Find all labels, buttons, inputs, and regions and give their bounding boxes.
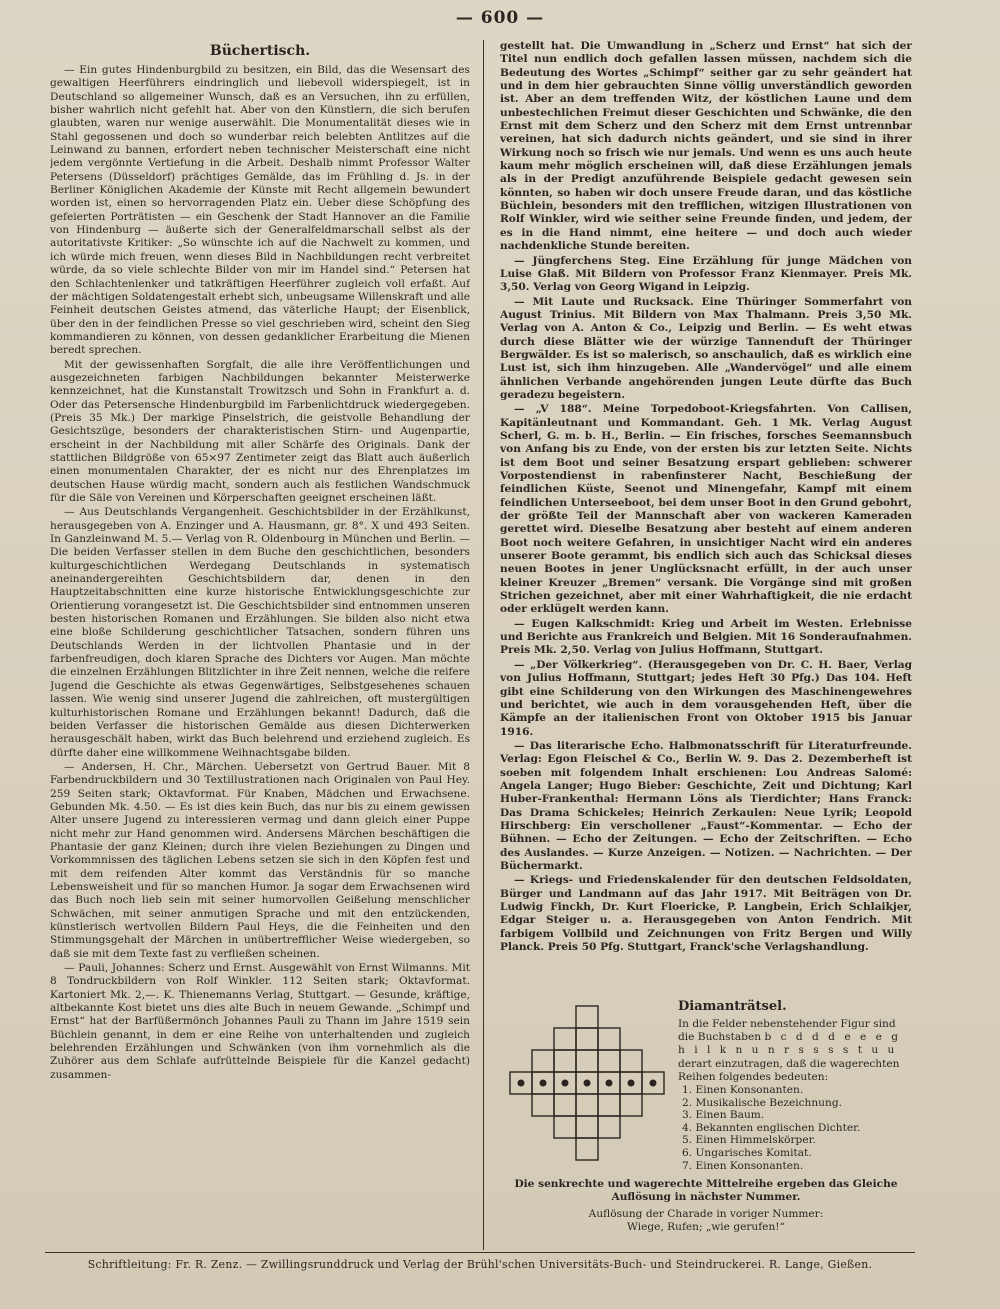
imprint-footer: Schriftleitung: Fr. R. Zenz. — Zwillingsrunddruck und Verlag der Brühl'schen Universitäts-Buch- und Steindruckerei. R. Lange, Gießen.	[87, 1258, 873, 1271]
article-voelkerkrieg: — „Der Völkerkrieg“. (Herausgegeben von Dr. C. H. Baer, Verlag von Julius Hoffmann, Stuttgart; jedes Heft 30 Pfg.) Das 104. Heft gibt eine Schilderung von den Wirkungen des Maschinengewehres und berichtet, wie auch in dem vorausgehenden Heft, über die Kämpfe an der italienischen Front von Oktober 1915 bis Januar 1916.	[500, 658, 912, 738]
solution-text: Wiege, Rufen; „wie gerufen!“	[627, 1221, 785, 1234]
puzzle-clue: 3. Einen Baum.	[682, 1109, 765, 1122]
article-literarisches-echo: — Das literarische Echo. Halbmonatsschrift für Literaturfreunde. Verlag: Egon Fleischel & Co., Berlin W. 9. Das 2. Dezemberheft ist soeben mit folgendem Inhalt erschienen: Lou Andreas Salomé: Angela Langer; Hugo Bieber: Geschichte, Zeit und Dichtung; Karl Huber-Frankenthal: Hermann Löns als Tierdichter; Hans Franck: Das Drama Schickeles; Heinrich Zerkaulen: Neue Lyrik; Leopold Hirschberg: Ein verschollener „Faust“-Kommentar. — Echo der Bühnen. — Echo der Zeitungen. — Echo der Zeitschriften. — Echo des Auslandes. — Kurze Anzeigen. — Notizen. — Nachrichten. — Der Büchermarkt.	[500, 739, 912, 872]
grid-dot	[562, 1080, 569, 1087]
puzzle-letters: b c d d d e e e g h i l k n u n r s s s s t u u	[678, 1031, 902, 1057]
grid-cell	[620, 1050, 642, 1072]
left-column	[50, 40, 470, 1240]
puzzle-title: Diamanträtsel.	[678, 999, 787, 1014]
puzzle-clue: 1. Einen Konsonanten.	[682, 1084, 804, 1096]
footer-rule	[45, 1252, 915, 1253]
diamond-puzzle	[500, 1000, 912, 1245]
article-hindenburg: — Ein gutes Hindenburgbild zu besitzen, ein Bild, das die Wesensart des gewaltigen Heerführers eindringlich und liebevoll widerspiegelt, ist in Deutschland so allgemeiner Wunsch, daß es an Versuchen, ihn zu erfüllen, bisher wahrlich nicht gefehlt hat. Aber von den Künstlern, die sich berufen glaubten, waren nur wenige auserwählt. Die Monumentalität dieses wie in Stahl gegossenen und doch so wunderbar reich belebten Antlitzes auf die Leinwand zu bannen, erfordert neben technischer Meisterschaft eine nicht jedem vergönnte Vertiefung in die Arbeit. Deshalb nimmt Professor Walter Petersens (Düsseldorf) prächtiges Gemälde, das im Frühling d. Js. in der Berliner Königlichen Akademie der Künste mit Recht allgemein bewundert worden ist, einen so hervorragenden Platz ein. Ueber diese Schöpfung des gefeierten Porträtisten — ein Geschenk der Stadt Hannover an die Familie von Hindenburg — äußerte sich der Generalfeldmarschall selbst als der autoritativste Kritiker: „So wünschte ich auf die Nachwelt zu kommen, und ich würde mich freuen, wenn dieses Bild in Nachbildungen recht verbreitet würde, da so viele schlechte Bilder von mir im Handel sind.“ Petersen hat den Schlachtenlenker und tatkräftigen Heerführer zugleich voll erfaßt. Auf der mächtigen Soldatengestalt erhebt sich, unbeugsame Willenskraft und alle Feinheit deutschen Geistes atmend, das väterliche Haupt; der Eisenblick, über den in der feindlichen Presse so viel geschrieben wird, scheint den Sieg kommandieren zu können, von dessen gedanklicher Erarbeitung die Mienen beredt sprechen.	[50, 64, 470, 357]
puzzle-clue: 4. Bekannten englischen Dichter.	[682, 1121, 861, 1134]
grid-dot	[518, 1080, 525, 1087]
diamond-grid	[502, 1000, 672, 1170]
article-v188: — „V 188“. Meine Torpedoboot-Kriegsfahrten. Von Callisen, Kapitänleutnant und Kommandant. Geh. 1 Mk. Verlag August Scherl, G. m. b. H., Berlin. — Ein frisches, forsches Seemannsbuch von Anfang bis zu Ende, von der ersten bis zur letzten Seite. Nichts ist dem Boot und seiner Besatzung erspart geblieben: schwerer Vorpostendienst in rabenfinsterer Nacht, Beschießung der feindlichen Küste, Seenot und Minengefahr, Kampf mit einem feindlichen Unterseeboot, bei dem unser Boot in den Grund gebohrt, der größte Teil der Mannschaft aber von wackeren Kameraden gerettet wird. Dieselbe Besatzung aber besteht auf einem anderen Boot noch weitere Gefahren, in unsichtiger Nacht wird ein anderes unserer Boote gerammt, bis endlich sich auch das Schicksal dieses neuen Bootes in jener Unglücksnacht erfüllt, in der auch unser kleiner Kreuzer „Bremen“ versank. Die Vorgänge sind mit großen Strichen gezeichnet, aber mit einer Wahrhaftigkeit, die nie erdacht oder erklügelt werden kann.	[500, 403, 912, 616]
grid-cell	[598, 1050, 620, 1072]
puzzle-clue: 5. Einen Himmelskörper.	[682, 1134, 816, 1147]
grid-cell	[554, 1094, 576, 1116]
grid-cell	[554, 1050, 576, 1072]
grid-cell	[554, 1028, 576, 1050]
grid-cell	[598, 1116, 620, 1138]
puzzle-clue: 2. Musikalische Bezeichnung.	[682, 1096, 842, 1109]
column-divider	[483, 40, 484, 1250]
puzzle-intro-rest: derart einzutragen, daß die wagerechten Reihen folgendes bedeuten:	[678, 1057, 900, 1083]
article-deutschlands-vergangenheit: — Aus Deutschlands Vergangenheit. Geschichtsbilder in der Erzählkunst, herausgegeben von A. Enzinger und A. Hausmann, gr. 8°. X und 493 Seiten. In Ganzleinwand M. 5.— Verlag von R. Oldenbourg in München und Berlin. — Die beiden Verfasser stellen in dem Buche den geschichtlichen, besonders kulturgeschichtlichen Werdegang Deutschlands in systematisch aneinandergereihten Geschichtsbildern dar, denen in den Hauptzeitabschnitten eine kurze historische Entwicklungsgeschichte zur Orientierung vorangesetzt ist. Die Geschichtsbilder sind entnommen unseren besten historischen Romanen und Erzählungen. Sie bilden also nicht etwa eine bloße Schilderung geschichtlicher Tatsachen, sondern führen uns Deutschlands Werden in der lichtvollen Phantasie und in der farbenfreudigen, doch klaren Sprache des Dichters vor Augen. Man möchte die einzelnen Erzählungen Blitzlichter in ihre Zeit nennen, welche die reifere Jugend die Geschichte als etwas Gegenwärtiges, Selbstgesehenes schauen lassen. Wie wenig sind unserer Jugend die zahlreichen, oft mustergültigen kulturhistorischen Romane und Erzählungen bekannt! Dadurch, daß die beiden Verfasser die historischen Gemälde aus diesen Dichterwerken herausgeschält haben, wirkt das Buch belehrend und erziehend zugleich. Es dürfte daher eine willkommene Weihnachtsgabe bilden.	[50, 506, 470, 759]
puzzle-intro	[678, 1018, 910, 1084]
puzzle-footer: Die senkrechte und wagerechte Mittelreihe ergeben das Gleiche Auflösung in nächster Nummer.	[514, 1178, 898, 1204]
grid-dot	[628, 1080, 635, 1087]
grid-dot	[540, 1080, 547, 1087]
article-andersen: — Andersen, H. Chr., Märchen. Uebersetzt von Gertrud Bauer. Mit 8 Farbendruckbildern und 30 Textillustrationen nach Originalen von Paul Hey. 259 Seiten stark; Oktavformat. Für Knaben, Mädchen und Erwachsene. Gebunden Mk. 4.50. — Es ist dies kein Buch, das nur bis zu einem gewissen Alter unsere Jugend zu interessieren vermag und dann gleich einer Puppe nicht mehr zur Hand genommen wird. Andersens Märchen beschäftigen die Phantasie der ganz Kleinen; durch ihre vielen Beziehungen zu Dingen und Vorkommnissen des täglichen Lebens setzen sie sich in den Köpfen fest und mit dem reifenden Alter kommt das Verständnis für so manche Lebensweisheit und für so manchen Humor. Ja sogar dem Erwachsenen wird das Buch noch lieb sein mit seiner humorvollen Geißelung menschlicher Schwächen, mit seiner anmutigen Sprache und mit den entzückenden, künstlerisch wertvollen Bildern Paul Heys, die die Feinheiten und den Stimmungsgehalt der Märchen in unübertrefflicher Weise wiedergeben, so daß sie mit dem Texte fast zu verfließen scheinen.	[50, 760, 470, 960]
article-kalkschmidt: — Eugen Kalkschmidt: Krieg und Arbeit im Westen. Erlebnisse und Berichte aus Frankreich und Belgien. Mit 16 Sonderaufnahmen. Preis Mk. 2,50. Verlag von Julius Hoffmann, Stuttgart.	[500, 617, 912, 657]
grid-cell	[598, 1094, 620, 1116]
article-laute-rucksack: — Mit Laute und Rucksack. Eine Thüringer Sommerfahrt von August Trinius. Mit Bildern von Max Thalmann. Preis 3,50 Mk. Verlag von A. Anton & Co., Leipzig und Berlin. — Es weht etwas durch diese Blätter wie der würzige Tannenduft der Thüringer Bergwälder. Es ist so malerisch, so anschaulich, daß es wirklich eine Lust ist, sich ihm hinzugeben. Alle „Wandervögel“ und alle einem ähnlichen Verbande angehörenden jungen Leute dürfte das Buch geradezu begeistern.	[500, 295, 912, 401]
puzzle-clue: 6. Ungarisches Komitat.	[682, 1146, 812, 1159]
grid-cell	[576, 1116, 598, 1138]
grid-cell	[576, 1028, 598, 1050]
grid-cell	[576, 1094, 598, 1116]
grid-cell	[576, 1006, 598, 1028]
article-pauli-continued: gestellt hat. Die Umwandlung in „Scherz und Ernst“ hat sich der Titel nun endlich doch gefallen lassen müssen, nachdem sich die Bedeutung des Wortes „Schimpf“ seither gar zu sehr geändert hat und in dem hier gebrauchten Sinne völlig unverständlich geworden ist. Aber an dem treffenden Witz, der köstlichen Laune und dem unbestechlichen Freimut dieser Geschichten und Schwänke, die den Ernst mit dem Scherz und den Scherz mit dem Ernst untrennbar vereinen, hat sich dadurch nichts geändert, und sie sind in ihrer Wirkung noch so frisch wie nur jemals. Und wenn es uns auch heute kaum mehr möglich erscheinen will, daß diese Erzählungen jemals als in der Predigt anzuführende Beispiele gedacht gewesen sein könnten, so haben wir doch unsere Freude daran, und das köstliche Büchlein, besonders mit den trefflichen, witzigen Illustrationen von Rolf Winkler, wird wie seither seine Freunde finden, und jedem, der es in die Hand nimmt, eine heitere — und doch auch wieder nachdenkliche Stunde bereiten.	[500, 40, 912, 253]
article-kriegskalender: — Kriegs- und Friedenskalender für den deutschen Feldsoldaten, Bürger und Landmann auf das Jahr 1917. Mit Beiträgen von Dr. Ludwig Finckh, Dr. Kurt Floericke, P. Langbein, Erich Schlaikjer, Edgar Steiger u. a. Herausgegeben von Anton Fendrich. Mit farbigem Vollbild und Zeichnungen von Fritz Bergen und Willy Planck. Preis 50 Pfg. Stuttgart, Franck'sche Verlagshandlung.	[500, 874, 912, 954]
grid-cell	[532, 1094, 554, 1116]
puzzle-clues	[682, 1084, 912, 1172]
puzzle-intro-text: In die Felder nebenstehender Figur sind die Buchstaben	[678, 1018, 896, 1044]
section-heading: Büchertisch.	[209, 43, 311, 59]
grid-dot	[606, 1080, 613, 1087]
grid-cell	[620, 1094, 642, 1116]
article-hindenburg-print: Mit der gewissenhaften Sorgfalt, die alle ihre Veröffentlichungen und ausgezeichneten farbigen Nachbildungen bekannter Meisterwerke kennzeichnet, hat die Kunstanstalt Trowitzsch und Sohn in Frankfurt a. d. Oder das Petersensche Hindenburgbild im Farbenlichtdruck wiedergegeben. (Preis 35 Mk.) Der markige Pinselstrich, die geistvolle Behandlung der Gesichtszüge, besonders der charakteristischen Stirn- und Augenpartie, erscheint in der Nachbildung mit aller Schärfe des Originals. Dank der stattlichen Bildgröße von 65×97 Zentimeter zeigt das Blatt auch äußerlich einen monumentalen Charakter, der es nicht nur des Ehrenplatzes im deutschen Hause würdig macht, sondern auch als festlichen Wandschmuck für die Säle von Vereinen und Körperschaften geeignet erscheinen läßt.	[50, 358, 470, 504]
puzzle-clue: 7. Einen Konsonanten.	[682, 1159, 804, 1172]
grid-cell	[576, 1138, 598, 1160]
article-juengferchens-steg: — Jüngferchens Steg. Eine Erzählung für junge Mädchen von Luise Glaß. Mit Bildern von Professor Franz Kienmayer. Preis Mk. 3,50. Verlag von Georg Wigand in Leipzig.	[500, 254, 912, 294]
grid-dot	[650, 1080, 657, 1087]
solution-title: Auflösung der Charade in voriger Nummer:	[588, 1208, 824, 1220]
grid-cell	[576, 1050, 598, 1072]
grid-cell	[598, 1028, 620, 1050]
grid-cell	[532, 1050, 554, 1072]
article-pauli: — Pauli, Johannes: Scherz und Ernst. Ausgewählt von Ernst Wilmanns. Mit 8 Tondruckbildern von Rolf Winkler. 112 Seiten stark; Oktavformat. Kartoniert Mk. 2,—. K. Thienemanns Verlag, Stuttgart. — Gesunde, kräftige, altbekannte Kost bietet uns dies alte Buch in neuem Gewande. „Schimpf und Ernst“ hat der Barfüßermönch Johannes Pauli zu Thann im Jahre 1519 sein Büchlein genannt, in dem er eine Reihe von unterhaltenden und zugleich belehrenden Erzählungen und Schwänken (von ihm vornehmlich als die Zuhörer aus dem Schlafe aufrüttelnde Beispiele für die Kanzel gedacht) zusammen-	[50, 962, 470, 1081]
grid-cell	[554, 1116, 576, 1138]
puzzle-solution	[500, 1208, 912, 1234]
grid-dot	[584, 1080, 591, 1087]
page-number: — 600 —	[455, 8, 545, 28]
